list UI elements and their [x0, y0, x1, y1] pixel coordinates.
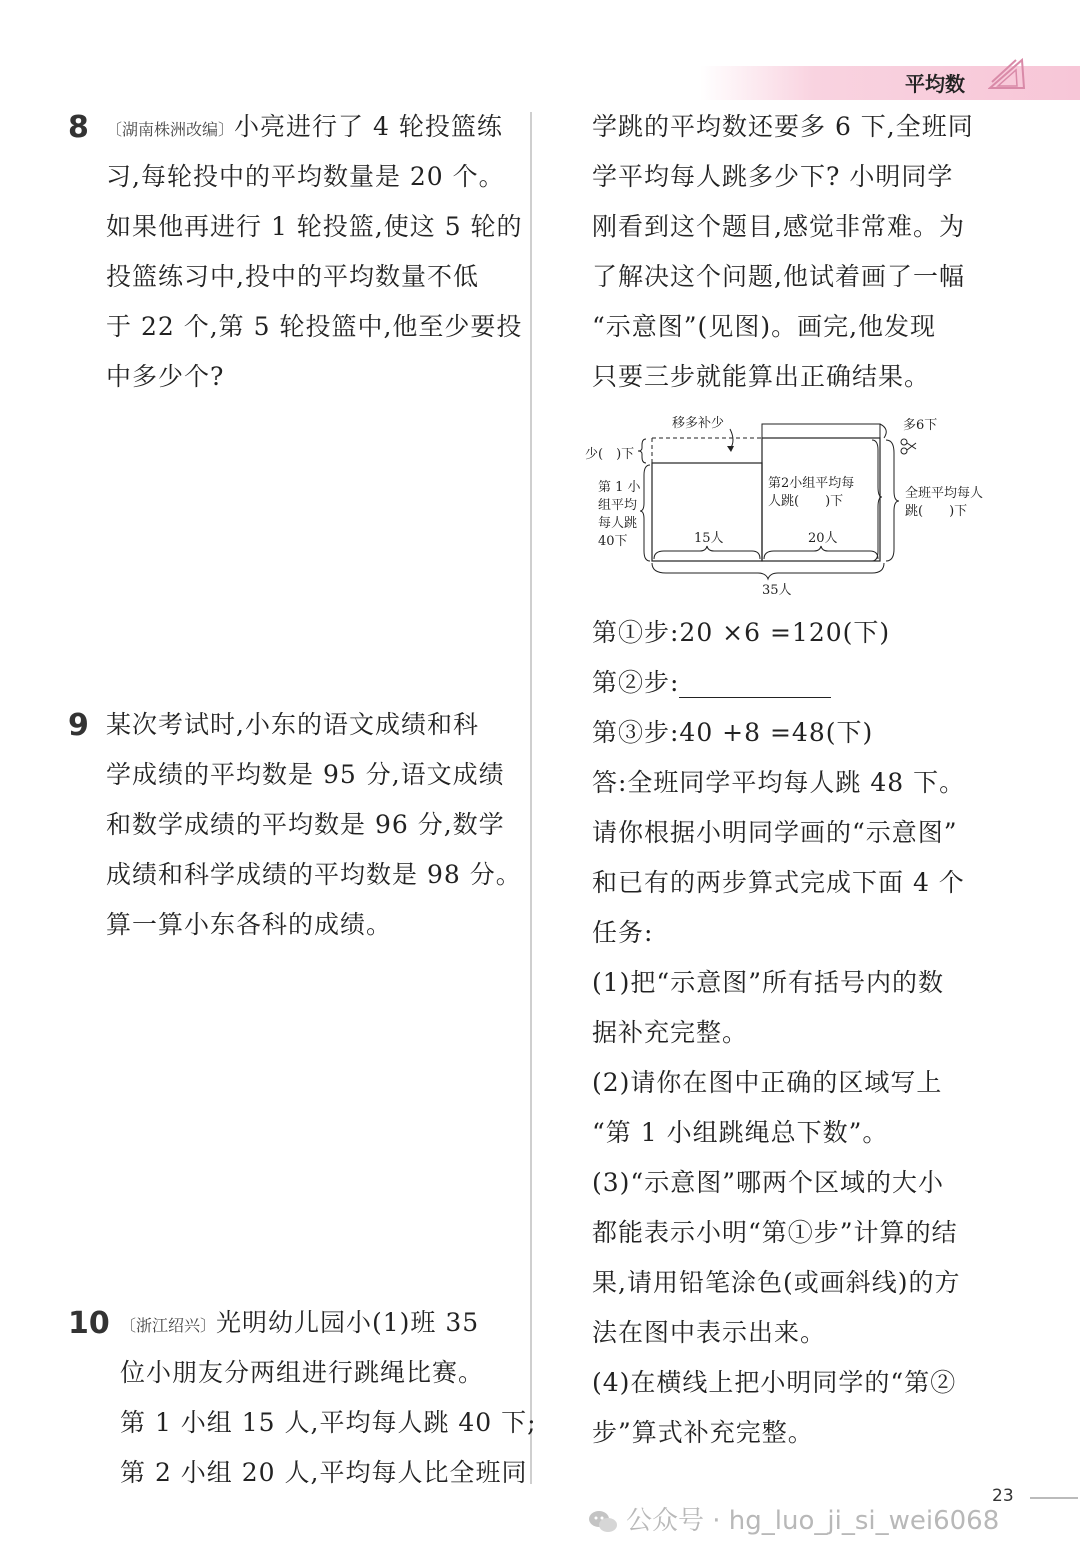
group1-label-4: 40下 [598, 534, 628, 549]
ruler-triangle-icon [988, 56, 1028, 92]
column-divider [530, 112, 532, 1484]
q10-right-line-1: 学跳的平均数还要多 6 下,全班同 [592, 112, 974, 141]
g2-count-label: 20人 [808, 531, 838, 546]
class-label-2: 跳( )下 [905, 504, 968, 519]
step-3: 第③步:40 +8 =48(下) [592, 718, 874, 747]
q10-left-line-2: 位小朋友分两组进行跳绳比赛。 [120, 1358, 485, 1387]
q8-line-2: 习,每轮投中的平均数量是 20 个。 [106, 162, 505, 191]
wechat-icon [588, 1509, 618, 1535]
strip-curl [880, 424, 886, 438]
class-label-1: 全班平均每人 [905, 486, 984, 501]
q10-right-line-2: 学平均每人跳多少下? 小明同学 [592, 162, 954, 191]
task-line-11: 法在图中表示出来。 [592, 1318, 827, 1347]
section-title: 平均数 [905, 72, 965, 96]
move-arrowhead [727, 446, 734, 452]
q9-line-5: 算一算小东各科的成绩。 [106, 910, 393, 939]
q10-left-line-4: 第 2 小组 20 人,平均每人比全班同 [120, 1458, 528, 1487]
q10-left-line-3: 第 1 小组 15 人,平均每人跳 40 下; [120, 1408, 537, 1437]
question-number-8: 8 [68, 110, 89, 145]
task-line-4: (1)把“示意图”所有括号内的数 [592, 968, 944, 997]
task-line-12: (4)在横线上把小明同学的“第② [592, 1368, 957, 1397]
q10-source: 〔浙江绍兴〕 [120, 1316, 217, 1335]
group2-label-1: 第2小组平均每 [768, 476, 855, 491]
group1-brace [640, 465, 650, 561]
task-line-7: “第 1 小组跳绳总下数”。 [592, 1118, 889, 1147]
q9-line-1: 某次考试时,小东的语文成绩和科 [106, 710, 479, 739]
page-number-rule [1030, 1497, 1078, 1499]
task-line-5: 据补充完整。 [592, 1018, 749, 1047]
page-number: 23 [992, 1486, 1014, 1506]
class-brace [886, 440, 899, 561]
task-line-6: (2)请你在图中正确的区域写上 [592, 1068, 943, 1097]
q10-right-line-3: 刚看到这个题目,感觉非常难。为 [592, 212, 965, 241]
q10-right-line-6: 只要三步就能算出正确结果。 [592, 362, 931, 391]
q8-source: 〔湖南株洲改编〕 [106, 120, 235, 139]
less-brace [638, 439, 646, 463]
q8-line-6: 中多少个? [106, 362, 225, 391]
task-line-13: 步”算式补充完整。 [592, 1418, 814, 1447]
q8-line-4: 投篮练习中,投中的平均数量不低 [106, 262, 479, 291]
step-2-label: 第②步: [592, 668, 680, 697]
q10-left-line-1 [120, 1308, 479, 1341]
g1-count-brace [654, 546, 760, 559]
total-count-brace [652, 563, 884, 579]
group1-label-2: 组平均 [598, 498, 638, 513]
extra-strip [762, 424, 880, 438]
group1-label-3: 每人跳 [598, 516, 638, 531]
q10-right-line-5: “示意图”(见图)。画完,他发现 [592, 312, 937, 341]
q8-text-1: 小亮进行了 4 轮投篮练 [234, 112, 503, 141]
q9-line-4: 成绩和科学成绩的平均数是 98 分。 [106, 860, 522, 889]
scissors-icon [901, 439, 916, 454]
step-1: 第①步:20 ×6 =120(下) [592, 618, 891, 647]
total-count-label: 35人 [762, 583, 792, 598]
task-line-10: 果,请用铅笔涂色(或画斜线)的方 [592, 1268, 961, 1297]
q10-right-line-4: 了解决这个问题,他试着画了一幅 [592, 262, 965, 291]
schematic-diagram [580, 405, 1010, 600]
task-line-1: 请你根据小明同学画的“示意图” [592, 818, 958, 847]
q8-line-5: 于 22 个,第 5 轮投篮中,他至少要投 [106, 312, 523, 341]
question-number-9: 9 [68, 708, 89, 743]
watermark [588, 1500, 999, 1537]
group2-label-2: 人跳( )下 [768, 494, 844, 509]
q9-line-3: 和数学成绩的平均数是 96 分,数学 [106, 810, 505, 839]
watermark-text: 公众号 · hg_luo_ji_si_wei6068 [626, 1506, 1000, 1536]
more-label: 多6下 [903, 418, 938, 433]
g2-count-brace [764, 546, 878, 559]
task-line-9: 都能表示小明“第①步”计算的结 [592, 1218, 958, 1247]
q8-line-3: 如果他再进行 1 轮投篮,使这 5 轮的 [106, 212, 523, 241]
q8-line-1 [106, 112, 503, 145]
step-2 [592, 668, 831, 698]
less-label: 少( )下 [585, 447, 635, 462]
task-line-2: 和已有的两步算式完成下面 4 个 [592, 868, 965, 897]
group1-label-1: 第 1 小 [598, 480, 641, 495]
move-label: 移多补少 [672, 416, 725, 431]
question-number-10: 10 [68, 1306, 110, 1341]
q10-text-1: 光明幼儿园小(1)班 35 [216, 1308, 480, 1337]
task-line-8: (3)“示意图”哪两个区域的大小 [592, 1168, 944, 1197]
task-line-3: 任务: [592, 918, 654, 947]
answer-line: 答:全班同学平均每人跳 48 下。 [592, 768, 966, 797]
g1-count-label: 15人 [694, 531, 724, 546]
q9-line-2: 学成绩的平均数是 95 分,语文成绩 [106, 760, 505, 789]
step-2-answer-blank[interactable] [679, 673, 831, 698]
